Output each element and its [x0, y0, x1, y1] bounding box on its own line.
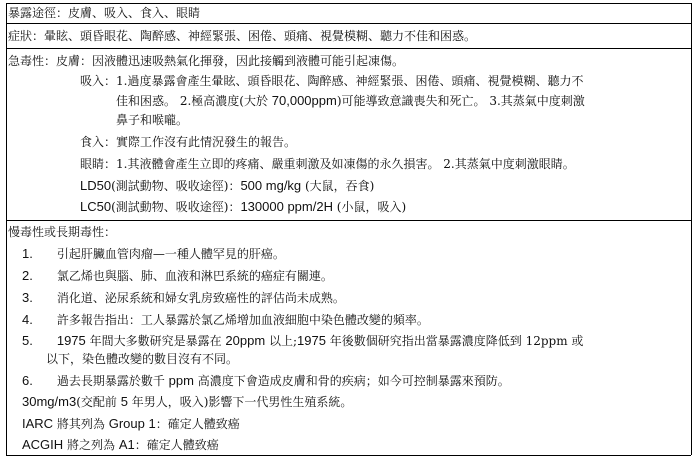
- lc50: LC50(測試動物、吸收途徑)：130000 ppm/2H (小鼠，吸入): [80, 199, 407, 214]
- acgih-classification: ACGIH 將之列為 A1：確定人體致癌: [22, 437, 219, 452]
- bottom-border: [6, 455, 691, 456]
- top-border: [6, 3, 691, 4]
- chronic-item-6-cont: 30mg/m3(交配前 5 年男人，吸入)影響下一代男性生殖系統。: [22, 394, 353, 409]
- chronic-item-1: 1. 引起肝臟血管肉瘤—一種人體罕見的肝癌。: [22, 246, 285, 261]
- chronic-item-5-cont: 以下，染色體改變的數目沒有不同。: [46, 352, 239, 366]
- symptoms: 症狀：暈眩、頭昏眼花、陶醉感、神經緊張、困倦、頭痛、視覺模糊、聽力不佳和困惑。: [8, 29, 477, 43]
- row-divider: [6, 220, 691, 221]
- row-divider: [6, 48, 691, 49]
- row-divider: [6, 23, 691, 24]
- chronic-item-3: 3. 消化道、泌尿系統和婦女乳房致癌性的評估尚未成熟。: [22, 290, 345, 305]
- acute-inhalation-2: 佳和困惑。 2.極高濃度(大於 70,000ppm)可能導致意識喪失和死亡。 3.其蒸氣中度刺激: [116, 93, 585, 108]
- acute-inhalation-3: 鼻子和喉嚨。: [116, 113, 189, 127]
- chronic-item-6: 6. 過去長期暴露於數千 ppm 高濃度下會造成皮膚和骨的疾病；如今可控制暴露來預防。: [22, 373, 510, 388]
- acute-inhalation-1: 吸入：1.過度暴露會產生暈眩、頭昏眼花、陶醉感、神經緊張、困倦、頭痛、視覺模糊、聽力不: [80, 74, 584, 88]
- left-border: [6, 3, 7, 455]
- chronic-item-4: 4. 許多報告指出：工人暴露於氯乙烯增加血液細胞中染色體改變的頻率。: [22, 312, 429, 327]
- exposure-route: 暴露途徑：皮膚、吸入、食入、眼睛: [8, 6, 201, 20]
- acute-ingestion: 食入：實際工作沒有此情況發生的報告。: [80, 135, 297, 149]
- chronic-item-5: 5. 1975 年間大多數研究是暴露在 20ppm 以上;1975 年後數個研究指出當暴露濃度降低到 12ppm 或: [22, 333, 584, 348]
- iarc-classification: IARC 將其列為 Group 1：確定人體致癌: [22, 416, 240, 431]
- chronic-item-2: 2. 氯乙烯也與腦、肺、血液和淋巴系統的癌症有關連。: [22, 268, 333, 283]
- ld50: LD50(測試動物、吸收途徑)：500 mg/kg (大鼠，吞食): [80, 178, 375, 193]
- right-border: [691, 3, 692, 455]
- chronic-heading: 慢毒性或長期毒性：: [8, 225, 117, 239]
- acute-skin: 急毒性：皮膚：因液體迅速吸熱氣化揮發，因此接觸到液體可能引起凍傷。: [8, 54, 405, 68]
- acute-eye: 眼睛：1.其液體會產生立即的疼痛、嚴重刺激及如凍傷的永久損害。 2.其蒸氣中度刺激眼睛。: [80, 157, 575, 171]
